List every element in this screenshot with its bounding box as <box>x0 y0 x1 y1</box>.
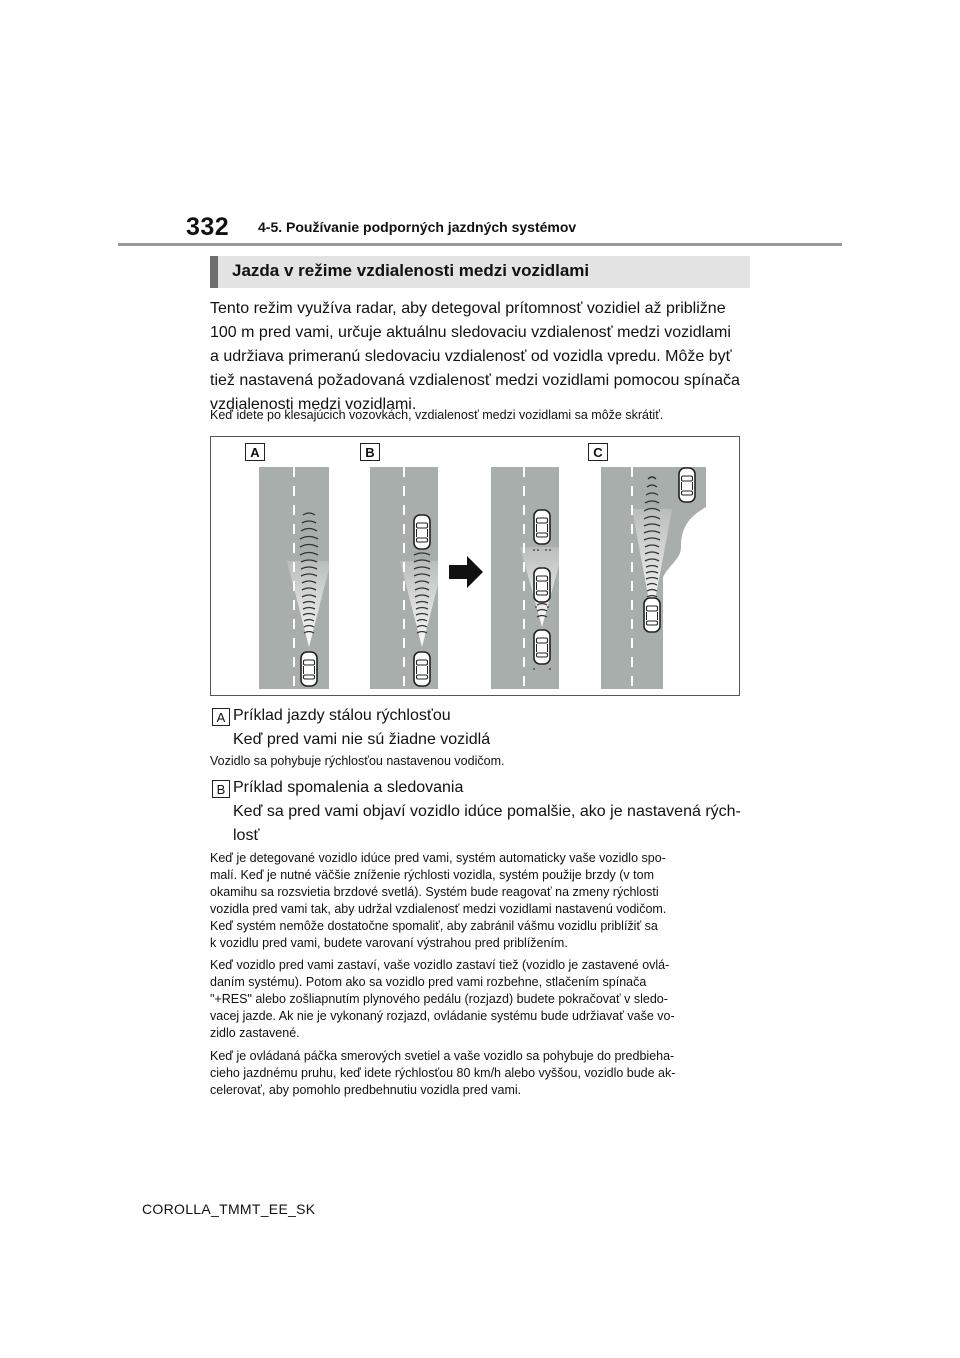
item-b-note-2 <box>210 957 755 1042</box>
item-b-title: Príklad spomalenia a sledovania <box>233 779 464 796</box>
road-b <box>370 467 444 689</box>
road-b-following <box>491 467 564 689</box>
item-b-text <box>233 776 753 848</box>
section-title: Jazda v režime vzdialenosti medzi vozidlami <box>232 261 590 280</box>
note-line: celerovať, aby pomohlo predbehnutiu vozidla pred vami. <box>210 1083 522 1097</box>
document-code: COROLLA_TMMT_EE_SK <box>142 1201 316 1217</box>
figure-label-c: C <box>588 443 608 461</box>
note-line: Keď je detegované vozidlo idúce pred vami, systém automaticky vaše vozidlo spo- <box>210 851 666 865</box>
intro-line: Tento režim využíva radar, aby detegoval prítomnosť vozidiel až približne <box>210 300 726 317</box>
intro-line: tiež nastavená požadovaná vzdialenosť medzi vozidlami pomocou spínača <box>210 372 740 389</box>
item-label-b: B <box>212 780 230 798</box>
transition-arrow <box>449 556 483 588</box>
note-line: daním systému). Potom ako sa vozidlo pred vami rozbehne, stlačením spínača <box>210 975 647 989</box>
item-a-title: Príklad jazdy stálou rýchlosťou <box>233 707 451 724</box>
note-line: k vozidlu pred vami, budete varovaní výstrahou pred priblížením. <box>210 936 568 950</box>
note-line: "+RES" alebo zošliapnutím plynového pedálu (rozjazd) budete pokračovať v sledo- <box>210 992 668 1006</box>
note-line: Keď systém nemôže dostatočne spomaliť, aby zabránil vášmu vozidlu priblížiť sa <box>210 919 658 933</box>
figure-label-a: A <box>245 443 265 461</box>
intro-line: a udržiava primeranú sledovaciu vzdialenosť od vozidla vpredu. Môže byť <box>210 348 732 365</box>
intro-line: 100 m pred vami, určuje aktuálnu sledovaciu vzdialenosť medzi vozidlami <box>210 324 731 341</box>
item-a-subtitle: Keď pred vami nie sú žiadne vozidlá <box>233 731 491 748</box>
item-b-subtitle-cont: losť <box>233 827 260 844</box>
chapter-title: 4-5. Používanie podporných jazdných systémov <box>258 219 577 235</box>
figure-label-b: B <box>360 443 380 461</box>
note-line: Keď vozidlo pred vami zastaví, vaše vozidlo zastaví tiež (vozidlo je zastavené ovlá- <box>210 958 670 972</box>
note-line: okamihu sa rozsvietia brzdové svetlá). Systém bude reagovať na zmeny rýchlosti <box>210 885 659 899</box>
intro-paragraph <box>210 297 755 417</box>
radar-cruise-illustration <box>210 436 740 696</box>
note-line: vozidla pred vami tak, aby udržal vzdialenosť medzi vozidlami nastavenú vodičom. <box>210 902 667 916</box>
note-line: malí. Keď je nutné väčšie zníženie rýchlosti vozidla, systém použije brzdy (v tom <box>210 868 654 882</box>
note-line: zidlo zastavené. <box>210 1026 300 1040</box>
item-label-a: A <box>212 708 230 726</box>
item-b-note-1 <box>210 850 755 952</box>
note-line: cieho jazdnému pruhu, keď idete rýchlosťou 80 km/h alebo vyššou, vozidlo bude ak- <box>210 1066 676 1080</box>
road-a <box>259 467 331 689</box>
intro-line: vzdialenosti medzi vozidlami. <box>210 396 417 413</box>
note-line: Keď je ovládaná páčka smerových svetiel a vaše vozidlo sa pohybuje do predbieha- <box>210 1049 675 1063</box>
item-b-subtitle: Keď sa pred vami objaví vozidlo idúce pomalšie, ako je nastavená rých- <box>233 803 741 820</box>
downhill-note: Keď idete po klesajúcich vozovkách, vzdialenosť medzi vozidlami sa môže skrátiť. <box>210 408 664 422</box>
page-number: 332 <box>186 213 230 241</box>
header-divider <box>118 243 842 246</box>
note-line: vacej jazde. Ak nie je vykonaný rozjazd, ovládanie systému bude udržiavať vaše vo- <box>210 1009 675 1023</box>
section-heading <box>210 256 750 288</box>
item-b-note-3 <box>210 1048 755 1099</box>
item-a-text <box>233 704 753 752</box>
road-diagram <box>211 437 741 697</box>
item-a-note: Vozidlo sa pohybuje rýchlosťou nastavenou vodičom. <box>210 754 505 768</box>
road-c <box>601 467 706 689</box>
